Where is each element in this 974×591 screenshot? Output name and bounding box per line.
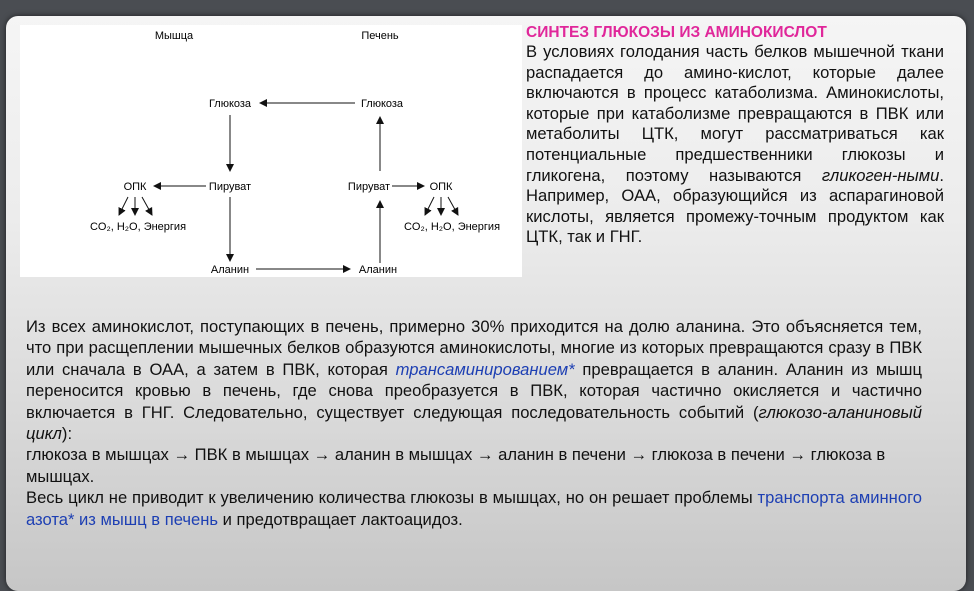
amine-nitrogen-link[interactable]: транспорта аминного азота* из мышц в печень bbox=[26, 488, 922, 529]
products-liver: CO₂, H₂O, Энергия bbox=[403, 221, 501, 233]
glucose-muscle: Глюкоза bbox=[208, 98, 252, 110]
glucogenic-term: гликоген-ными bbox=[821, 165, 940, 185]
opk-liver: ОПК bbox=[429, 181, 453, 193]
transamination-link[interactable]: трансаминированием* bbox=[395, 359, 575, 379]
slide-title: СИНТЕЗ ГЛЮКОЗЫ ИЗ АМИНОКИСЛОТ bbox=[526, 24, 827, 41]
main-body bbox=[26, 316, 922, 530]
cycle-sequence: глюкоза в мышцах → ПВК в мышцах → аланин в мышцах → аланин в печени → глюкоза в печени → глюкоза в мышцах. bbox=[26, 445, 886, 486]
pyruvate-muscle: Пируват bbox=[208, 181, 252, 193]
pyruvate-liver: Пируват bbox=[347, 181, 391, 193]
liver-label: Печень bbox=[361, 30, 399, 42]
glucose-alanine-diagram bbox=[20, 25, 522, 277]
summary-paragraph: Весь цикл не приводит к увеличению количества глюкозы в мышцах, но он решает проблемы транспорта аминного азота* из мышц в печень и предотвращает лактоацидоз. bbox=[26, 488, 922, 529]
opk-muscle: ОПК bbox=[123, 181, 147, 193]
alanine-muscle: Аланин bbox=[210, 264, 250, 276]
muscle-label: Мышца bbox=[154, 30, 194, 42]
slide bbox=[6, 16, 966, 591]
intro-paragraph: В условиях голодания часть белков мышечной ткани распадается до амино-кислот, которые далее включаются в процесс катаболизма. Аминокислоты, которые при катаболизме превращаются в ПВК или метаболиты ЦТК, могут рассматриваться как потенциальные предшественники глюкозы и гликогена, поэтому называются гликоген-ными. Например, ОАА, образующийся из аспарагиновой кислоты, является промежу-точным продуктом как ЦТК, так и ГНГ. bbox=[526, 42, 944, 247]
products-muscle: CO₂, H₂O, Энергия bbox=[89, 221, 187, 233]
alanine-liver: Аланин bbox=[358, 264, 398, 276]
alanine-paragraph: Из всех аминокислот, поступающих в печень, примерно 30% приходится на долю аланина. Это объясняется тем, что при расщеплении мышечных белков образуются аминокислоты, многие из которых превращаются сразу в ПВК или сначала в ОАА, а затем в ПВК, которая трансаминированием* превращается в аланин. Аланин из мышц переносится кровью в печень, где снова преобразуется в ПВК, которая частично окисляется и частично включается в ГНГ. Следовательно, существует следующая последовательность событий (глюкозо-аланиновый цикл): bbox=[26, 317, 922, 444]
glucose-liver: Глюкоза bbox=[360, 98, 404, 110]
cycle-term: глюкозо-аланиновый цикл bbox=[26, 402, 922, 444]
